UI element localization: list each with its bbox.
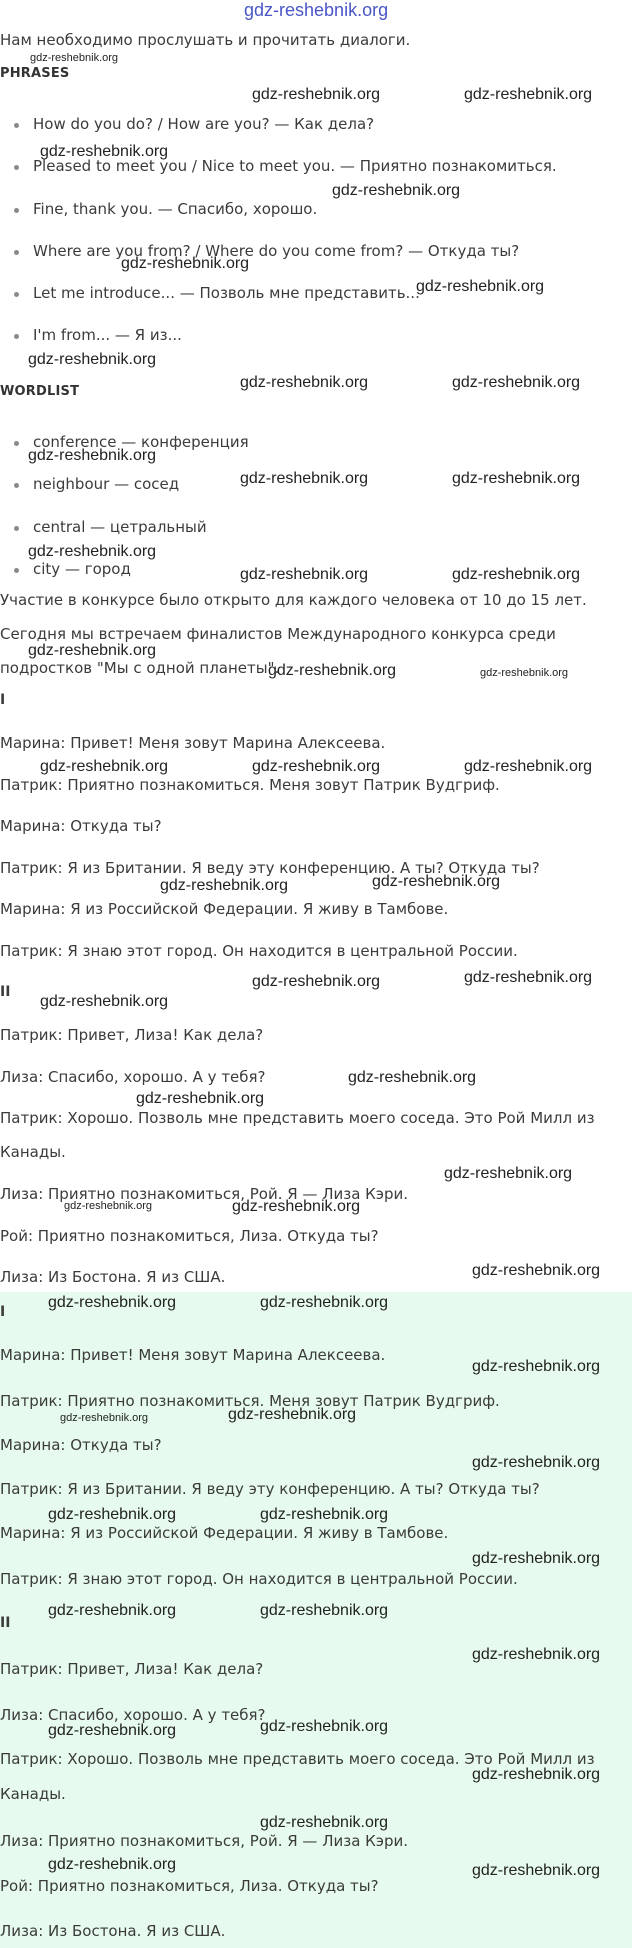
watermark: gdz-reshebnik.org [472,1766,601,1783]
watermark: gdz-reshebnik.org [260,1506,389,1523]
watermark: gdz-reshebnik.org [260,1294,389,1311]
dialog-1-line: Патрик: Я из Британии. Я веду эту конференцию. А ты? Откуда ты? [0,859,540,877]
watermark: gdz-reshebnik.org [160,877,289,894]
watermark: gdz-reshebnik.org [28,447,157,464]
bullet-icon [14,165,19,170]
watermark: gdz-reshebnik.org [48,1294,177,1311]
dialog-2-line: Лиза: Из Бостона. Я из США. [0,1922,226,1940]
watermark: gdz-reshebnik.org [372,873,501,890]
watermark: gdz-reshebnik.org [268,662,397,679]
dialog-1-line: Марина: Я из Российской Федерации. Я живу в Тамбове. [0,1524,449,1542]
watermark: gdz-reshebnik.org [121,255,250,272]
dialog-1-line: Марина: Я из Российской Федерации. Я живу в Тамбове. [0,900,449,918]
watermark: gdz-reshebnik.org [28,351,157,368]
bullet-icon [14,292,19,297]
bullet-icon [14,334,19,339]
dialog-1-line: Патрик: Я знаю этот город. Он находится в центральной России. [0,1570,518,1588]
dialog-2-label: II [0,984,11,1000]
wordlist-item: conference — конференция [33,433,249,451]
watermark: gdz-reshebnik.org [48,1856,177,1873]
bullet-icon [14,526,19,531]
bullet-icon [14,250,19,255]
phrase-item: Fine, thank you. — Спасибо, хорошо. [33,200,318,218]
watermark: gdz-reshebnik.org [64,1200,153,1212]
bullet-icon [14,208,19,213]
watermark: gdz-reshebnik.org [348,1069,477,1086]
dialog-1-line: Патрик: Я знаю этот город. Он находится в центральной России. [0,942,518,960]
watermark: gdz-reshebnik.org [136,1090,265,1107]
watermark: gdz-reshebnik.org [452,566,581,583]
paragraph-1: Участие в конкурсе было открыто для каждого человека от 10 до 15 лет. [0,591,587,609]
watermark: gdz-reshebnik.org [240,374,369,391]
watermark: gdz-reshebnik.org [48,1602,177,1619]
watermark: gdz-reshebnik.org [28,642,157,659]
dialog-2-line: Патрик: Хорошо. Позволь мне представить моего соседа. Это Рой Милл из [0,1109,595,1127]
watermark: gdz-reshebnik.org [452,470,581,487]
watermark: gdz-reshebnik.org [252,973,381,990]
bullet-icon [14,123,19,128]
watermark: gdz-reshebnik.org [464,86,593,103]
dialog-1-line: Патрик: Я из Британии. Я веду эту конференцию. А ты? Откуда ты? [0,1480,540,1498]
watermark: gdz-reshebnik.org [240,566,369,583]
watermark: gdz-reshebnik.org [232,1198,361,1215]
dialog-1-line: Патрик: Приятно познакомиться. Меня зовут Патрик Вудгриф. [0,776,500,794]
watermark: gdz-reshebnik.org [30,52,119,64]
watermark: gdz-reshebnik.org [332,182,461,199]
watermark: gdz-reshebnik.org [472,1550,601,1567]
dialog-2-label: II [0,1615,11,1631]
watermark: gdz-reshebnik.org [40,993,169,1010]
bullet-icon [14,441,19,446]
watermark: gdz-reshebnik.org [60,1412,149,1424]
watermark: gdz-reshebnik.org [260,1718,389,1735]
watermark: gdz-reshebnik.org [40,758,169,775]
watermark: gdz-reshebnik.org [252,758,381,775]
intro-text: Нам необходимо прослушать и прочитать диалоги. [0,31,411,49]
watermark: gdz-reshebnik.org [444,1165,573,1182]
watermark: gdz-reshebnik.org [452,374,581,391]
watermark: gdz-reshebnik.org [40,143,169,160]
phrase-item: How do you do? / How are you? — Как дела? [33,115,375,133]
watermark: gdz-reshebnik.org [252,86,381,103]
site-title-logo: gdz-reshebnik.org [244,0,389,20]
watermark: gdz-reshebnik.org [228,1406,357,1423]
dialog-2-line: Лиза: Приятно познакомиться, Рой. Я — Лиза Кэри. [0,1185,409,1203]
paragraph-2-line-2: подростков "Мы с одной планеты". [0,659,280,677]
dialog-2-line: Рой: Приятно познакомиться, Лиза. Откуда ты? [0,1877,379,1895]
wordlist-item: neighbour — сосед [33,475,180,493]
dialog-1-label: I [0,1304,6,1320]
wordlist-heading: WORDLIST [0,384,80,399]
bullet-icon [14,568,19,573]
watermark: gdz-reshebnik.org [48,1506,177,1523]
watermark: gdz-reshebnik.org [472,1358,601,1375]
watermark: gdz-reshebnik.org [28,543,157,560]
paragraph-2-line-1: Сегодня мы встречаем финалистов Международного конкурса среди [0,625,556,643]
wordlist-item: city — город [33,560,131,578]
phrases-heading: PHRASES [0,66,70,81]
dialog-1-line: Марина: Привет! Меня зовут Марина Алексеева. [0,734,386,752]
dialog-2-line: Лиза: Приятно познакомиться, Рой. Я — Лиза Кэри. [0,1832,409,1850]
dialog-2-line: Патрик: Привет, Лиза! Как дела? [0,1660,264,1678]
dialog-1-line: Патрик: Приятно познакомиться. Меня зовут Патрик Вудгриф. [0,1392,500,1410]
dialog-2-line: Рой: Приятно познакомиться, Лиза. Откуда ты? [0,1227,379,1245]
dialog-2-line: Лиза: Из Бостона. Я из США. [0,1268,226,1286]
watermark: gdz-reshebnik.org [472,1862,601,1879]
dialog-2-line: Канады. [0,1143,66,1161]
dialog-1-line: Марина: Откуда ты? [0,1436,162,1454]
bullet-icon [14,483,19,488]
watermark: gdz-reshebnik.org [472,1646,601,1663]
watermark: gdz-reshebnik.org [464,758,593,775]
answer-panel [0,1292,632,1948]
phrase-item: Pleased to meet you / Nice to meet you. — Приятно познакомиться. [33,157,557,175]
watermark: gdz-reshebnik.org [260,1602,389,1619]
dialog-1-line: Марина: Привет! Меня зовут Марина Алексеева. [0,1346,386,1364]
wordlist-item: central — цетральный [33,518,207,536]
watermark: gdz-reshebnik.org [472,1454,601,1471]
watermark: gdz-reshebnik.org [480,667,569,679]
dialog-1-line: Марина: Откуда ты? [0,817,162,835]
watermark: gdz-reshebnik.org [464,969,593,986]
watermark: gdz-reshebnik.org [240,470,369,487]
watermark: gdz-reshebnik.org [416,278,545,295]
phrase-item: Let me introduce... — Позволь мне представить... [33,284,420,302]
phrase-item: I'm from... — Я из... [33,326,182,344]
dialog-2-line: Патрик: Привет, Лиза! Как дела? [0,1026,264,1044]
dialog-1-label: I [0,692,6,708]
dialog-2-line: Лиза: Спасибо, хорошо. А у тебя? [0,1706,266,1724]
watermark: gdz-reshebnik.org [472,1262,601,1279]
dialog-2-line: Канады. [0,1785,66,1803]
watermark: gdz-reshebnik.org [48,1722,177,1739]
dialog-2-line: Патрик: Хорошо. Позволь мне представить моего соседа. Это Рой Милл из [0,1750,595,1768]
watermark: gdz-reshebnik.org [260,1814,389,1831]
dialog-2-line: Лиза: Спасибо, хорошо. А у тебя? [0,1068,266,1086]
phrase-item: Where are you from? / Where do you come from? — Откуда ты? [33,242,520,260]
